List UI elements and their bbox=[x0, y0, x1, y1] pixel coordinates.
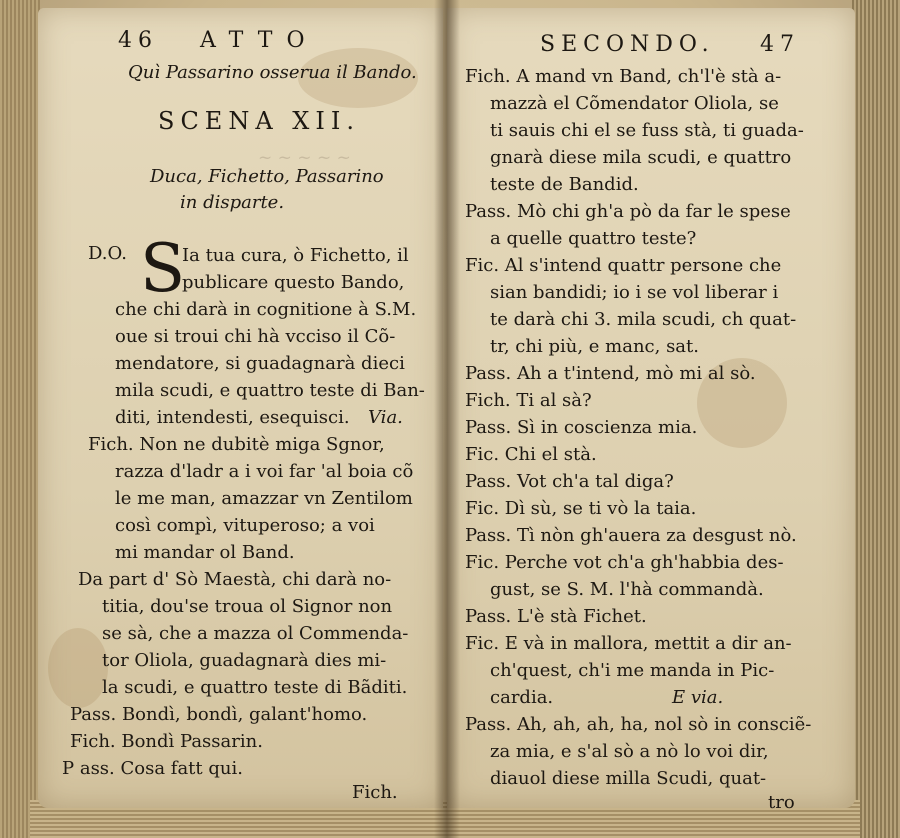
text-line: cardia. bbox=[490, 687, 554, 708]
text-line: Fich. Ti al sà? bbox=[465, 390, 592, 411]
text-line: Pass. Bondì, bondì, galant'homo. bbox=[70, 704, 368, 725]
exit-direction: E via. bbox=[672, 687, 724, 708]
text-line: diti, intendesti, esequisci. bbox=[115, 407, 350, 428]
text-line: gnarà diese mila scudi, e quattro bbox=[490, 147, 792, 168]
stain bbox=[48, 628, 108, 708]
text-line: oue si troui chi hà vcciso il Cõ- bbox=[115, 326, 396, 347]
text-line: publicare questo Bando, bbox=[182, 272, 405, 293]
drop-cap: S bbox=[140, 230, 186, 307]
text-line: tr, chi più, e manc, sat. bbox=[490, 336, 699, 357]
text-line: le me man, amazzar vn Zentilom bbox=[115, 488, 413, 509]
text-line: Fich. A mand vn Band, ch'l'è stà a- bbox=[465, 66, 782, 87]
text-line: mendatore, si guadagnarà dieci bbox=[115, 353, 405, 374]
left-page-number: 46 bbox=[118, 28, 158, 53]
text-line: a quelle quattro teste? bbox=[490, 228, 697, 249]
text-line: Da part d' Sò Maestà, chi darà no- bbox=[78, 569, 392, 590]
text-line: mila scudi, e quattro teste di Ban- bbox=[115, 380, 425, 401]
text-line: sian bandidi; io i se vol liberar i bbox=[490, 282, 779, 303]
text-line: mi mandar ol Band. bbox=[115, 542, 295, 563]
text-line: Fic. Dì sù, se ti vò la taia. bbox=[465, 498, 697, 519]
text-line: Fich. Bondì Passarin. bbox=[70, 731, 263, 752]
right-page-number: 47 bbox=[760, 32, 800, 57]
page-edges-left bbox=[0, 0, 40, 838]
right-running-head: SECONDO. bbox=[540, 32, 715, 57]
page-edges-right bbox=[852, 0, 900, 838]
text-line: Pass. Mò chi gh'a pò da far le spese bbox=[465, 201, 791, 222]
left-running-head: ATTO bbox=[200, 28, 319, 53]
text-line: Pass. Vot ch'a tal diga? bbox=[465, 471, 674, 492]
catchword: Fich. bbox=[352, 782, 398, 803]
text-line: se sà, che a mazza ol Commenda- bbox=[102, 623, 409, 644]
characters-line-2: in disparte. bbox=[180, 192, 285, 213]
catchword: tro bbox=[768, 792, 795, 813]
text-line: Fic. Perche vot ch'a gh'habbia des- bbox=[465, 552, 784, 573]
text-line: Fic. Chi el stà. bbox=[465, 444, 597, 465]
text-line: te darà chi 3. mila scudi, ch quat- bbox=[490, 309, 797, 330]
text-line: Pass. Ah, ah, ah, ha, nol sò in consciẽ- bbox=[465, 714, 812, 735]
text-line: Pass. Tì nòn gh'auera za desgust nò. bbox=[465, 525, 797, 546]
text-line: gust, se S. M. l'hà commandà. bbox=[490, 579, 764, 600]
text-line: diauol diese milla Scudi, quat- bbox=[490, 768, 767, 789]
text-line: Pass. Ah a t'intend, mò mi al sò. bbox=[465, 363, 756, 384]
book-gutter bbox=[434, 0, 460, 838]
stage-direction: Quì Passarino osserua il Bando. bbox=[128, 62, 417, 83]
exit-direction: Via. bbox=[368, 407, 403, 428]
text-line: Fic. Al s'intend quattr persone che bbox=[465, 255, 782, 276]
text-line: Fic. E và in mallora, mettit a dir an- bbox=[465, 633, 792, 654]
text-line: razza d'ladr a i voi far 'al boia cõ bbox=[115, 461, 414, 482]
text-line: così compì, vituperoso; a voi bbox=[115, 515, 375, 536]
characters-line-1: Duca, Fichetto, Passarino bbox=[150, 166, 384, 187]
text-line: za mia, e s'al sò a nò lo voi dir, bbox=[490, 741, 769, 762]
text-line: mazzà el Cõmendator Oliola, se bbox=[490, 93, 779, 114]
text-line: ch'quest, ch'i me manda in Pic- bbox=[490, 660, 775, 681]
text-line: tor Oliola, guadagnarà dies mi- bbox=[102, 650, 387, 671]
text-line: che chi darà in cognitione à S.M. bbox=[115, 299, 417, 320]
text-line: Ia tua cura, ò Fichetto, il bbox=[182, 245, 409, 266]
text-line: Fich. Non ne dubitè miga Sgnor, bbox=[88, 434, 385, 455]
text-line: ti sauis chi el se fuss stà, ti guada- bbox=[490, 120, 804, 141]
text-line: titia, dou'se troua ol Signor non bbox=[102, 596, 393, 617]
text-line: la scudi, e quattro teste di Bãditi. bbox=[102, 677, 408, 698]
text-line: Pass. L'è stà Fichet. bbox=[465, 606, 647, 627]
bleed-through-text: ~ ~ ~ ~ ~ bbox=[258, 148, 351, 168]
text-line: Pass. Sì in coscienza mia. bbox=[465, 417, 698, 438]
text-line: teste de Bandid. bbox=[490, 174, 639, 195]
speaker-label: D.O. bbox=[88, 243, 127, 264]
text-line: P ass. Cosa fatt qui. bbox=[62, 758, 243, 779]
scene-title: SCENA XII. bbox=[158, 107, 360, 135]
